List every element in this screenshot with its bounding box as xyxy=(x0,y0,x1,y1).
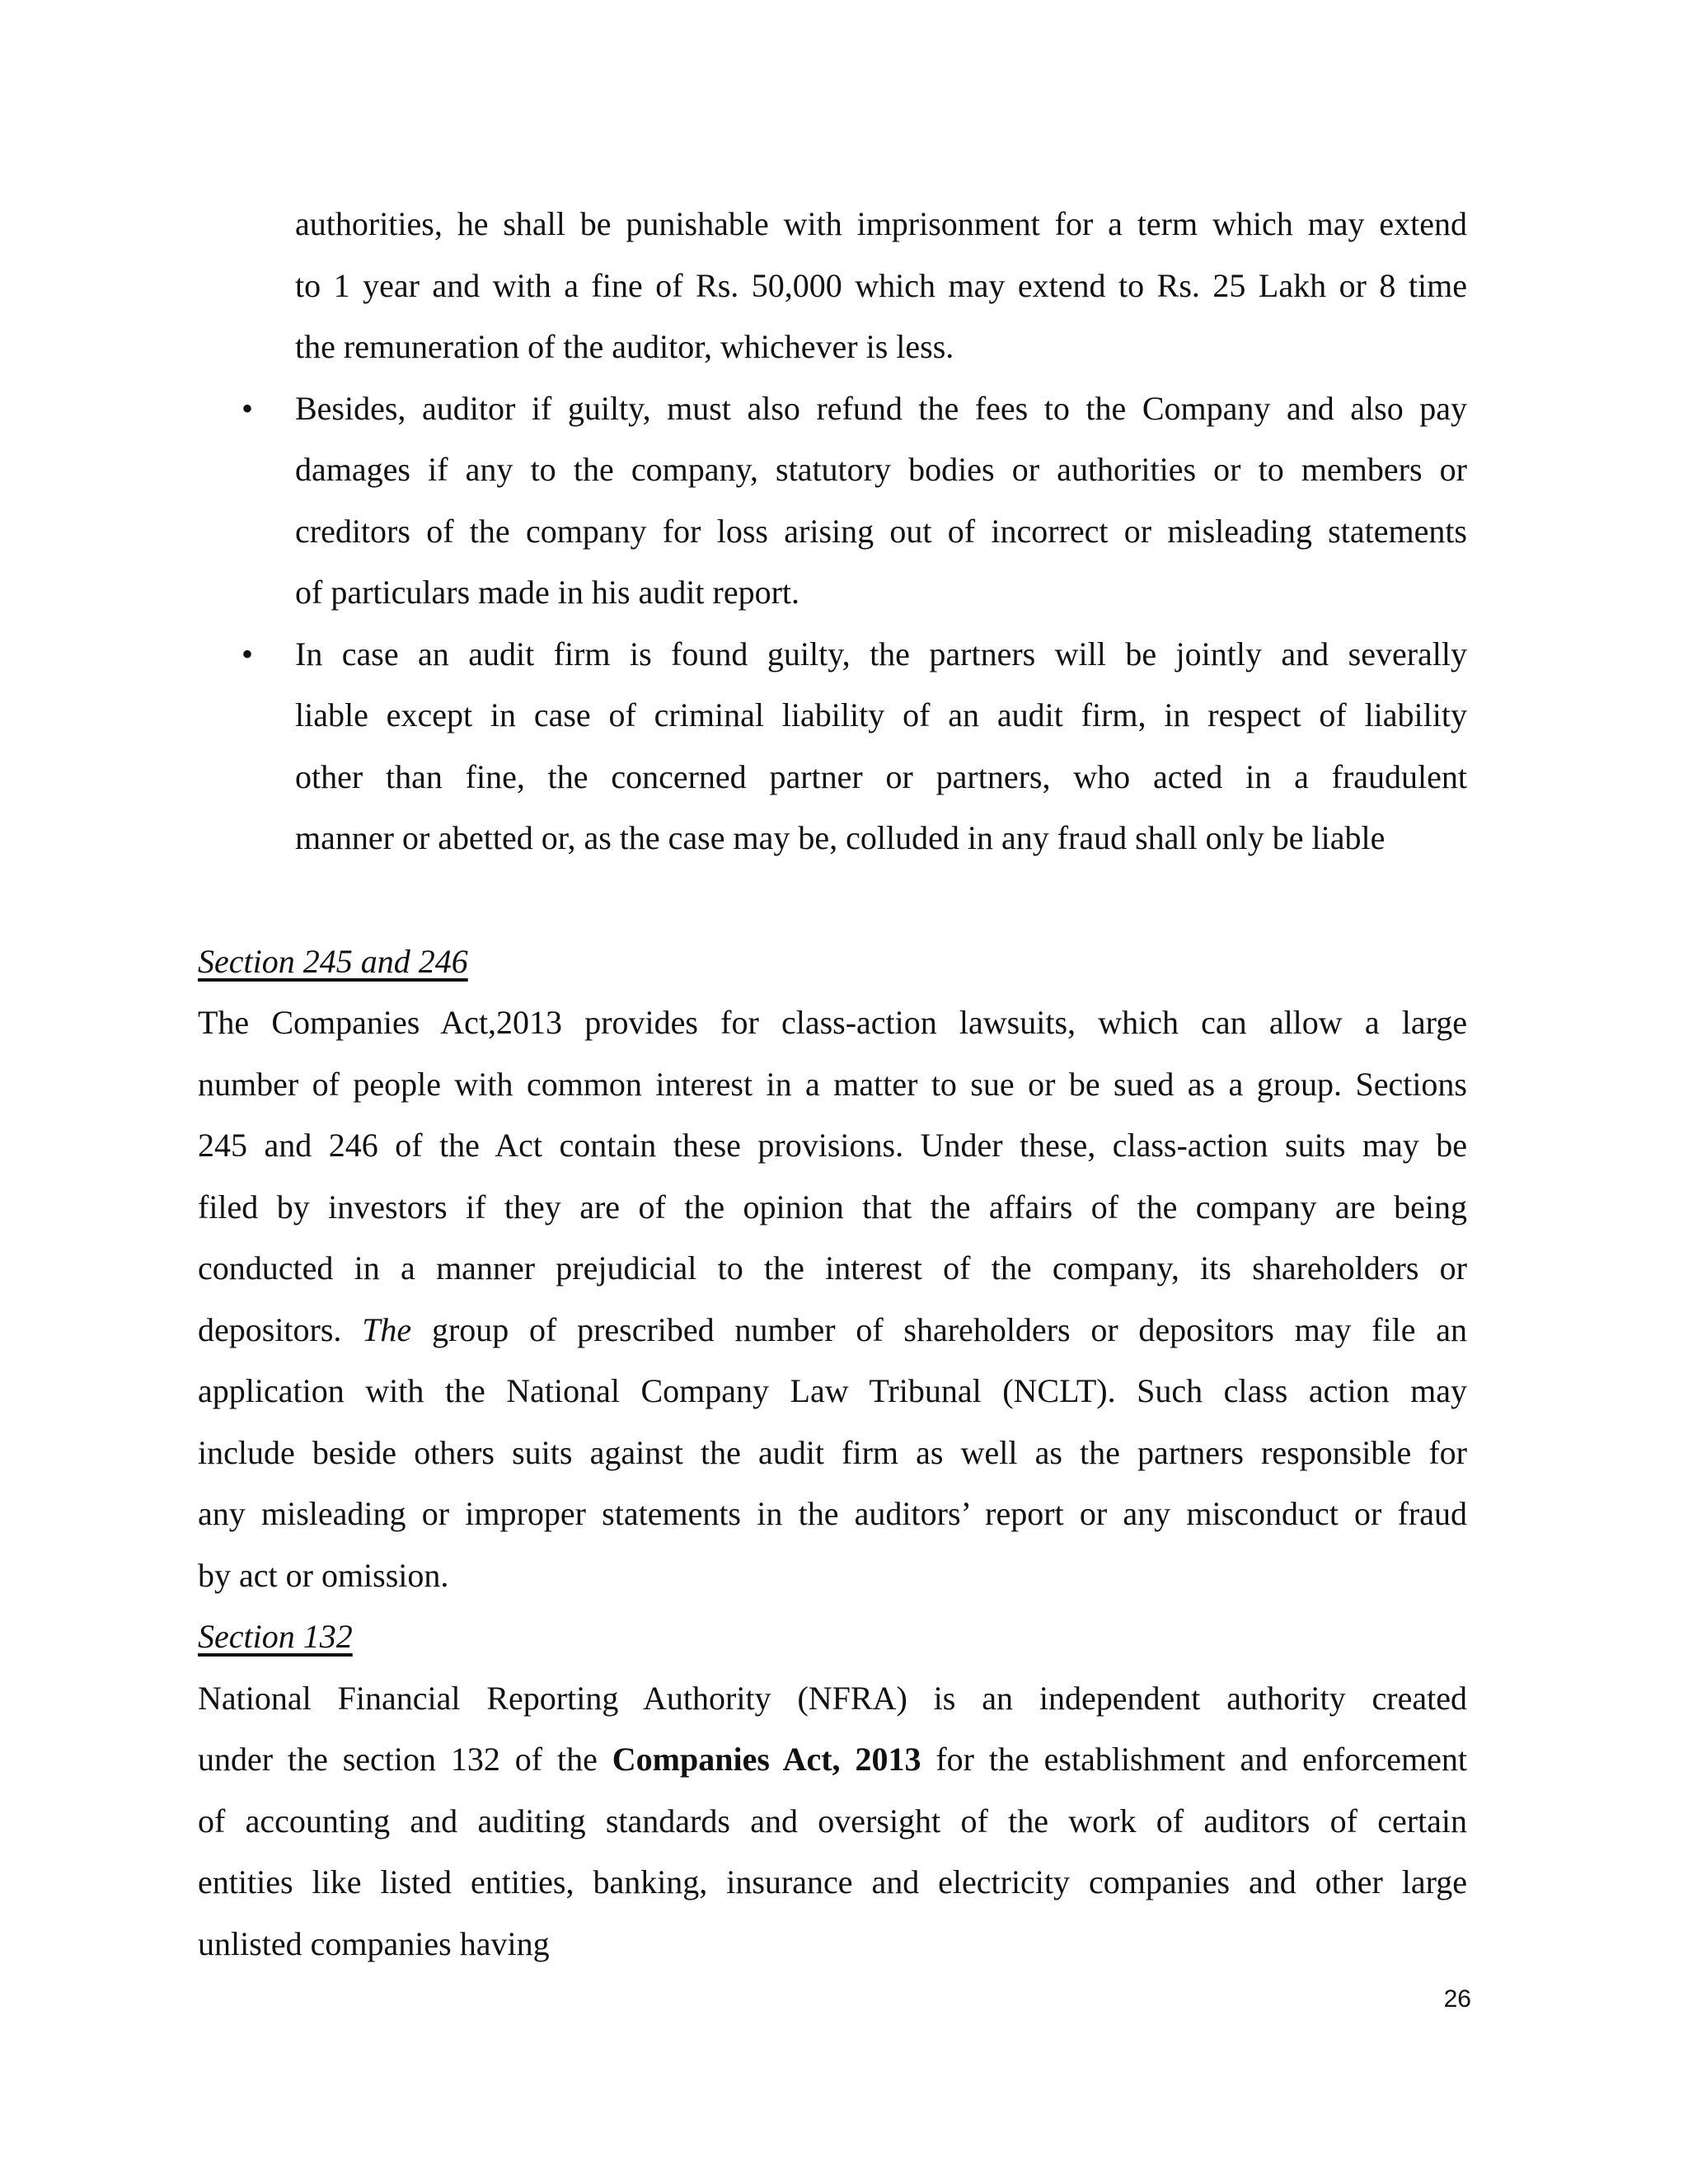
text-line: National Financial Reporting Authority (NFRA) is an independent authority created xyxy=(198,1679,1467,1717)
text-line: number of people with common interest in a matter to sue or be sued as a group. Sections xyxy=(198,1065,1467,1103)
text-line: application with the National Company Law Tribunal (NCLT). Such class action may xyxy=(198,1372,1467,1409)
text-line: of accounting and auditing standards and oversight of the work of auditors of certain xyxy=(198,1802,1467,1840)
text-line: The Companies Act,2013 provides for class-action lawsuits, which can allow a large xyxy=(198,1004,1467,1041)
section-132-heading: Section 132 xyxy=(198,1618,353,1655)
bullet-icon: • xyxy=(241,635,254,673)
text-line: In case an audit firm is found guilty, the partners will be jointly and severally xyxy=(295,635,1467,673)
bullet-item xyxy=(198,624,1467,869)
bullet-list xyxy=(198,378,1467,869)
bullet-item xyxy=(198,378,1467,624)
text-line: filed by investors if they are of the opinion that the affairs of the company are being xyxy=(198,1188,1467,1226)
bullet-icon: • xyxy=(241,389,254,427)
text-fragment: depositors. xyxy=(198,1310,342,1348)
text-line xyxy=(198,1300,1467,1361)
spacer xyxy=(198,869,1467,931)
text-fragment: for the establishment and enforcement xyxy=(935,1741,1468,1778)
text-line: of particulars made in his audit report. xyxy=(295,574,800,611)
section-132-paragraph xyxy=(198,1668,1467,1975)
text-line: 245 and 246 of the Act contain these provisions. Under these, class-action suits may be xyxy=(198,1127,1467,1164)
text-line: conducted in a manner prejudicial to the interest of the company, its shareholders or xyxy=(198,1249,1467,1286)
text-line: creditors of the company for loss arising out of incorrect or misleading statements xyxy=(295,512,1467,550)
text-line xyxy=(198,1729,1467,1791)
text-fragment: group of prescribed number of shareholders or depositors may file an xyxy=(431,1310,1467,1348)
text-line: to 1 year and with a fine of Rs. 50,000 which may extend to Rs. 25 Lakh or 8 time xyxy=(295,266,1467,304)
text-line: entities like listed entities, banking, insurance and electricity companies and other large xyxy=(198,1863,1467,1900)
text-line: Besides, auditor if guilty, must also refund the fees to the Company and also pay xyxy=(295,389,1467,427)
text-line: by act or omission. xyxy=(198,1556,449,1594)
text-line: include beside others suits against the audit firm as well as the partners responsible for xyxy=(198,1433,1467,1471)
section-245-paragraph xyxy=(198,992,1467,1606)
text-line: liable except in case of criminal liability of an audit firm, in respect of liability xyxy=(295,696,1467,733)
text-line: the remuneration of the auditor, whichever is less. xyxy=(295,328,954,365)
text-line: authorities, he shall be punishable with imprisonment for a term which may extend xyxy=(295,205,1467,242)
continuation-paragraph xyxy=(198,194,1467,378)
italic-word: The xyxy=(362,1310,412,1348)
text-line: unlisted companies having xyxy=(198,1924,550,1962)
bold-act-name: Companies Act, 2013 xyxy=(612,1741,921,1778)
text-fragment: under the section 132 of the xyxy=(198,1741,598,1778)
page-content xyxy=(198,194,1467,1975)
text-line: damages if any to the company, statutory bodies or authorities or to members or xyxy=(295,451,1467,488)
page-number: 26 xyxy=(1443,1985,1471,2013)
text-line: other than fine, the concerned partner or partners, who acted in a fraudulent xyxy=(295,757,1467,795)
section-245-heading: Section 245 and 246 xyxy=(198,942,468,980)
text-line: manner or abetted or, as the case may be, colluded in any fraud shall only be liable xyxy=(295,819,1386,856)
text-line: any misleading or improper statements in the auditors’ report or any misconduct or fraud xyxy=(198,1495,1467,1532)
